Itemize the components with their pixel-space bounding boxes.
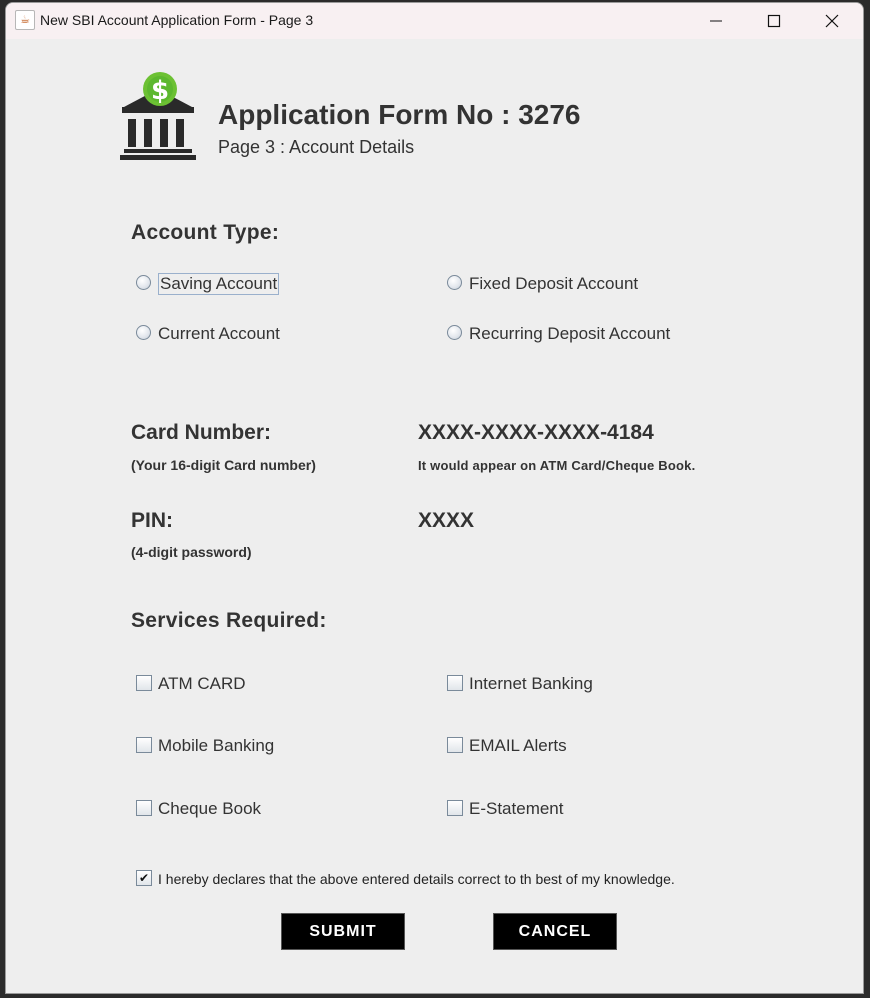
submit-button[interactable]: SUBMIT [281,913,405,950]
checkbox-label: Internet Banking [469,674,593,693]
radio-button[interactable] [447,275,462,290]
services-heading: Services Required: [131,609,327,632]
maximize-button[interactable] [745,3,803,39]
checkbox-internet-banking[interactable] [447,672,593,696]
declaration-checkbox[interactable]: ✔ [136,870,152,886]
title-bar[interactable] [6,3,863,39]
checkbox[interactable] [447,737,463,753]
card-number-label: Card Number: [131,421,272,444]
checkbox-mobile-banking[interactable] [136,734,274,758]
close-button[interactable] [803,3,861,39]
application-window [5,2,864,994]
radio-label: Recurring Deposit Account [469,324,671,343]
radio-button[interactable] [136,325,151,340]
pin-value: XXXX [418,509,475,532]
cancel-button[interactable]: CANCEL [493,913,617,950]
svg-text:$: $ [150,76,170,106]
checkbox-label: E-Statement [469,799,564,818]
pin-label: PIN: [131,509,173,532]
checkbox-cheque-book[interactable] [136,797,261,821]
minimize-icon [709,14,723,28]
checkbox[interactable] [447,800,463,816]
checkbox-label: Cheque Book [158,799,262,818]
checkbox-label: ATM CARD [158,674,246,693]
checkbox[interactable] [136,737,152,753]
page-subtitle: Page 3 : Account Details [218,137,415,157]
checkbox-email-alerts[interactable] [447,734,567,758]
java-app-icon: ☕ [15,10,35,30]
maximize-icon [767,14,781,28]
radio-recurring-deposit-account[interactable] [447,322,670,346]
radio-label: Fixed Deposit Account [469,274,639,293]
checkbox-label: EMAIL Alerts [469,736,567,755]
form-title: Application Form No : 3276 [218,99,581,130]
account-type-heading: Account Type: [131,221,280,244]
card-number-hint: It would appear on ATM Card/Cheque Book. [418,458,696,473]
checkbox[interactable] [136,675,152,691]
checkbox[interactable] [136,800,152,816]
checkbox-label: Mobile Banking [158,736,275,755]
pin-sublabel: (4-digit password) [131,544,252,560]
radio-label: Saving Account [160,274,278,293]
card-number-sublabel: (Your 16-digit Card number) [131,457,316,473]
radio-fixed-deposit-account[interactable] [447,272,638,296]
bank-logo-icon [118,69,198,161]
card-number-value: XXXX-XXXX-XXXX-4184 [418,421,654,444]
radio-button[interactable] [447,325,462,340]
checkbox-atm-card[interactable] [136,672,246,696]
radio-label: Current Account [158,324,280,343]
close-icon [825,14,839,28]
window-title: New SBI Account Application Form - Page 3 [40,12,314,28]
declaration-checkbox-row[interactable] [136,868,675,890]
radio-button[interactable] [136,275,151,290]
checkbox-e-statement[interactable] [447,797,564,821]
radio-current-account[interactable] [136,322,280,346]
checkbox[interactable] [447,675,463,691]
declaration-text: I hereby declares that the above entered details correct to th best of my knowledge. [158,871,675,887]
minimize-button[interactable] [687,3,745,39]
radio-saving-account[interactable] [136,272,279,296]
